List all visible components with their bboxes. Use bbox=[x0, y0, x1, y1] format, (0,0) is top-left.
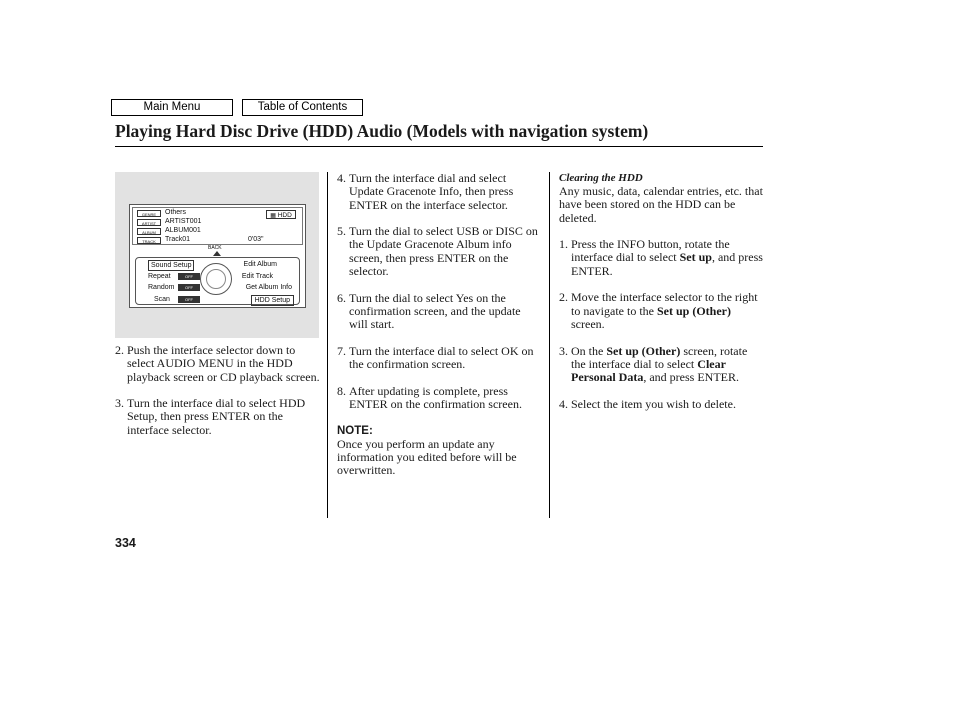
step-text: Push the interface selector down to select AUDIO MENU in the HDD playback screen or CD playback screen. bbox=[127, 343, 320, 384]
step-text: Turn the dial to select USB or DISC on the Update Gracenote Album info screen, then press ENTER on the selector. bbox=[349, 224, 538, 279]
step-text: Turn the interface dial and select Update Gracenote Info, then press ENTER on the interface selector. bbox=[349, 171, 514, 212]
step-text: Turn the interface dial to select HDD Setup, then press ENTER on the interface selector. bbox=[127, 396, 306, 437]
step-text: Turn the dial to select Yes on the confirmation screen, and the update will start. bbox=[349, 290, 521, 332]
back-arrow-icon bbox=[213, 251, 221, 256]
track-tag: TRACK bbox=[137, 237, 161, 244]
elapsed-time: 0'03" bbox=[248, 236, 264, 243]
step-text: screen, rotate the interface dial to select bbox=[571, 343, 748, 371]
step-2 bbox=[559, 291, 764, 331]
note-label: NOTE: bbox=[337, 424, 373, 437]
interface-dial-icon bbox=[200, 263, 232, 295]
step-bold-term: Set up (Other) bbox=[606, 343, 681, 358]
step-number: 6. bbox=[337, 290, 346, 305]
step-number: 2. bbox=[559, 290, 568, 305]
step-number: 1. bbox=[559, 237, 568, 252]
step-3 bbox=[115, 397, 322, 437]
step-bold-term: Set up bbox=[679, 250, 712, 265]
menu-repeat[interactable]: Repeat bbox=[148, 273, 171, 280]
scan-toggle: OFF bbox=[178, 296, 200, 303]
artist-tag: ARTIST bbox=[137, 219, 161, 226]
step-number: 2. bbox=[115, 343, 124, 357]
step-number: 8. bbox=[337, 383, 346, 398]
step-1 bbox=[559, 238, 764, 278]
genre-value: Others bbox=[165, 209, 187, 216]
page-number: 334 bbox=[115, 536, 136, 550]
menu-scan[interactable]: Scan bbox=[154, 296, 170, 303]
step-number: 3. bbox=[559, 343, 568, 358]
track-value: Track01 bbox=[165, 236, 191, 243]
column-2 bbox=[337, 172, 542, 491]
step-number: 3. bbox=[115, 396, 124, 411]
audio-menu-screen bbox=[129, 204, 306, 308]
hdd-badge bbox=[266, 210, 296, 219]
step-text: , and press ENTER. bbox=[571, 250, 763, 278]
hdd-icon: ▦ bbox=[270, 213, 276, 219]
hdd-badge-label: HDD bbox=[277, 212, 292, 219]
note-text: Once you perform an update any information you edited before will be overwritten. bbox=[337, 436, 517, 478]
menu-get-album-info[interactable]: Get Album Info bbox=[245, 284, 292, 291]
step-text: On the bbox=[571, 343, 607, 358]
step-number: 4. bbox=[559, 396, 568, 411]
step-number: 4. bbox=[337, 171, 346, 185]
step-2 bbox=[115, 344, 322, 384]
step-text: After updating is complete, press ENTER on the confirmation screen. bbox=[349, 383, 522, 412]
column-1 bbox=[115, 344, 322, 450]
section-subheading: Clearing the HDD bbox=[559, 172, 643, 184]
track-info-box bbox=[132, 207, 303, 245]
column-3 bbox=[559, 172, 764, 424]
title-rule bbox=[115, 146, 763, 147]
main-menu-button[interactable]: Main Menu bbox=[111, 99, 233, 116]
album-value: ALBUM001 bbox=[165, 227, 201, 234]
step-6 bbox=[337, 292, 542, 332]
column-divider-1 bbox=[327, 172, 328, 518]
column-divider-2 bbox=[549, 172, 550, 518]
menu-edit-track[interactable]: Edit Track bbox=[241, 273, 273, 280]
random-toggle: OFF bbox=[178, 284, 200, 291]
menu-edit-album[interactable]: Edit Album bbox=[243, 261, 277, 268]
step-3 bbox=[559, 345, 764, 385]
step-4 bbox=[559, 398, 764, 411]
step-number: 5. bbox=[337, 224, 346, 239]
section-intro: Any music, data, calendar entries, etc. that have been stored on the HDD can be deleted. bbox=[559, 184, 763, 225]
step-text: screen. bbox=[571, 316, 605, 331]
back-label: BACK bbox=[208, 245, 222, 251]
album-tag: ALBUM bbox=[137, 228, 161, 235]
repeat-toggle: OFF bbox=[178, 273, 200, 280]
menu-sound-setup[interactable]: Sound Setup bbox=[148, 260, 194, 271]
step-7 bbox=[337, 345, 542, 372]
step-text: Turn the interface dial to select OK on the confirmation screen. bbox=[349, 343, 534, 372]
step-text: Move the interface selector to the right to navigate to the bbox=[571, 290, 758, 318]
artist-value: ARTIST001 bbox=[165, 218, 202, 225]
step-bold-term: Set up (Other) bbox=[656, 303, 731, 318]
step-text: Press the INFO button, rotate the interface dial to select bbox=[571, 237, 730, 265]
step-text: , and press ENTER. bbox=[643, 370, 739, 385]
step-number: 7. bbox=[337, 343, 346, 358]
step-8 bbox=[337, 385, 542, 412]
page-title: Playing Hard Disc Drive (HDD) Audio (Models with navigation system) bbox=[115, 121, 649, 141]
table-of-contents-button[interactable]: Table of Contents bbox=[242, 99, 363, 116]
step-text: Select the item you wish to delete. bbox=[571, 396, 736, 411]
step-5 bbox=[337, 225, 542, 278]
step-4 bbox=[337, 172, 542, 212]
menu-hdd-setup[interactable]: HDD Setup bbox=[251, 295, 294, 306]
menu-random[interactable]: Random bbox=[148, 284, 175, 291]
genre-tag: GENRE bbox=[137, 210, 161, 217]
step-bold-term: Clear Personal Data bbox=[571, 356, 726, 385]
